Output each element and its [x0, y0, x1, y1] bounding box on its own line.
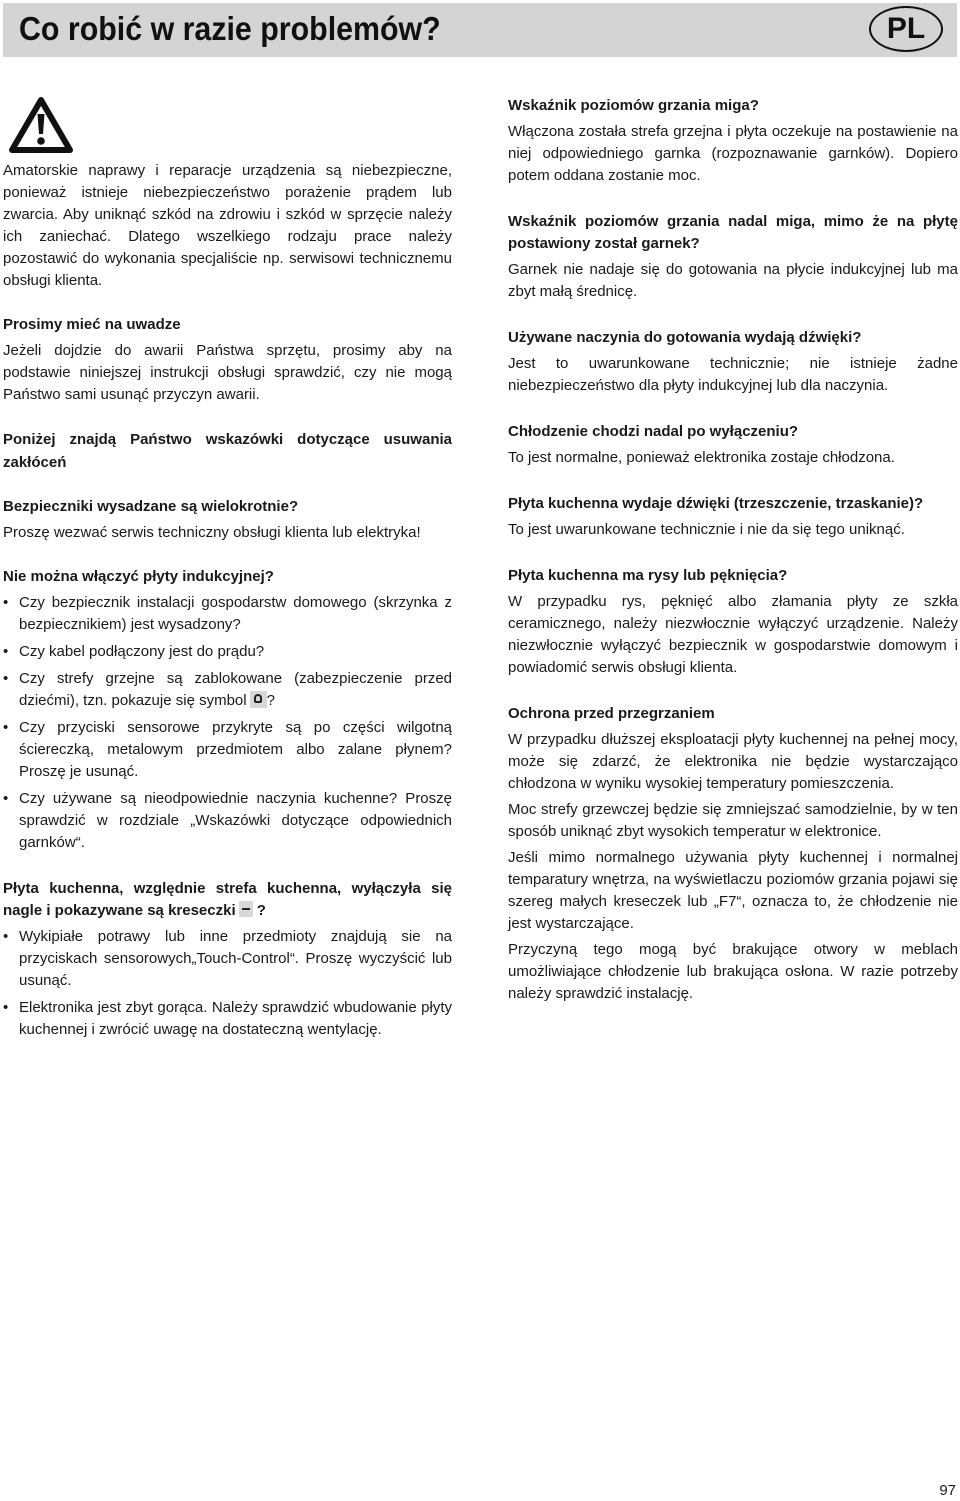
switched-off-question: Płyta kuchenna, względnie strefa kuchenna, wyłączyła się nagle i pokazywane są kreseczki ? [3, 880, 452, 919]
cracks-answer: W przypadku rys, pęknięć albo złamania płyty ze szkła ceramicznego, należy niezwłocznie wyłączyć urządzenie. Należy niezwłocznie wyłączyć bezpiecznik w gospodarstwie domowym i powiadomić serwis obsługi klienta. [508, 593, 958, 676]
right-column [508, 95, 958, 1009]
troubleshooting-heading: Poniżej znajdą Państwo wskazówki dotyczące usuwania zakłóceń [3, 431, 452, 471]
overheat-paragraph: W przypadku dłuższej eksploatacji płyty kuchennej na pełnej mocy, może się zdarzć, że elektronika nie będzie wystarczająco chłodzona w wyniku wysokiej temperatury pomieszczenia. [508, 731, 958, 792]
switched-off-list [3, 926, 452, 1041]
left-column [3, 160, 452, 1065]
crackle-answer: To jest uwarunkowane technicznie i nie da się tego uniknąć. [508, 521, 905, 538]
notice-text: Jeżeli dojdzie do awarii Państwa sprzętu, prosimy aby na podstawie niniejszej instrukcji obsługi sprawdzić, czy nie mogą Państwo sami usunąć przyczyn awarii. [3, 342, 452, 403]
blink-pot-question: Wskaźnik poziomów grzania nadal miga, mimo że na płytę postawiony został garnek? [508, 213, 958, 252]
list-item: • Czy strefy grzejne są zablokowane (zabezpieczenie przed dziećmi), tzn. pokazuje się symbol ? [3, 668, 452, 712]
overheat-paragraph: Moc strefy grzewczej będzie się zmniejszać samodzielnie, by w ten sposób uniknąć zbyt wysokich temperatur w elektronice. [508, 801, 958, 840]
overheat-paragraph: Jeśli mimo normalnego używania płyty kuchennej i normalnej temparatury wnętrza, na wyświetlaczu poziomów grzania pojawi się szereg małych kreseczek lub „F7“, oznacza to, że chłodzenie nie jest wystarczające. [508, 849, 958, 932]
dash-symbol-icon [239, 901, 253, 917]
blink-answer: Włączona została strefa grzejna i płyta oczekuje na postawienie na niej odpowiedniego garnka (rozpoznawanie garnków). Dopiero potem oddana zostanie moc. [508, 123, 958, 184]
overheat-heading: Ochrona przed przegrzaniem [508, 705, 715, 722]
list-item: • Czy bezpiecznik instalacji gospodarstw domowego (skrzynka z bezpiecznikiem) jest wysadzony? [3, 592, 452, 636]
list-item: • Czy kabel podłączony jest do prądu? [3, 641, 452, 663]
cannot-start-list [3, 592, 452, 854]
page-header [3, 3, 957, 57]
crackle-question: Płyta kuchenna wydaje dźwięki (trzeszczenie, trzaskanie)? [508, 495, 924, 512]
pot-noise-question: Używane naczynia do gotowania wydają dźwięki? [508, 329, 862, 346]
warning-triangle-icon [8, 96, 74, 154]
cooling-question: Chłodzenie chodzi nadal po wyłączeniu? [508, 423, 799, 440]
cooling-answer: To jest normalne, ponieważ elektronika zostaje chłodzona. [508, 449, 895, 466]
warning-text: Amatorskie naprawy i reparacje urządzenia są niebezpieczne, ponieważ istnieje niebezpieczeństwo porażenie prądem lub zwarcia. Aby uniknąć szkód na zdrowiu i szkód w sprzęcie należy ich zaniechać. Dlatego wszelkiego rodzaju prace należy pozostawić do wykonania specjaliście np. serwisowi technicznemu obsługi klienta. [3, 162, 452, 289]
blink-pot-answer: Garnek nie nadaje się do gotowania na płycie indukcyjnej lub ma zbyt małą średnicę. [508, 261, 958, 300]
page-number: 97 [939, 1482, 956, 1499]
fuses-answer: Proszę wezwać serwis techniczny obsługi klienta lub elektryka! [3, 524, 421, 541]
list-item: • Elektronika jest zbyt gorąca. Należy sprawdzić wbudowanie płyty kuchennej i zwrócić uwagę na dostateczną wentylację. [3, 997, 452, 1041]
overheat-paragraph: Przyczyną tego mogą być brakujące otwory w meblach umożliwiające chłodzenie lub brakująca osłona. W razie potrzeby należy sprawdzić instalację. [508, 941, 958, 1002]
cracks-question: Płyta kuchenna ma rysy lub pęknięcia? [508, 567, 788, 584]
list-item: • Wykipiałe potrawy lub inne przedmioty znajdują sie na przyciskach sensorowych„Touch-Control“. Proszę wyczyścić lub usunąć. [3, 926, 452, 992]
fuses-question: Bezpieczniki wysadzane są wielokrotnie? [3, 498, 299, 515]
pot-noise-answer: Jest to uwarunkowane technicznie; nie istnieje żadne niebezpieczeństwo dla płyty indukcyjnej lub dla naczynia. [508, 355, 958, 394]
page-title: Co robić w razie problemów? [19, 10, 441, 47]
cannot-start-question: Nie można włączyć płyty indukcyjnej? [3, 568, 274, 585]
list-item: • Czy przyciski sensorowe przykryte są po części wilgotną ściereczką, metalowym przedmiotem albo zalane płynem? Proszę je usunąć. [3, 717, 452, 783]
lock-symbol-icon [250, 691, 267, 708]
notice-heading: Prosimy mieć na uwadze [3, 316, 181, 333]
list-item: • Czy używane są nieodpowiednie naczynia kuchenne? Proszę sprawdzić w rozdziale „Wskazówki dotyczące odpowiednich garnków“. [3, 788, 452, 854]
language-badge: PL [869, 6, 943, 52]
blink-question: Wskaźnik poziomów grzania miga? [508, 97, 759, 114]
